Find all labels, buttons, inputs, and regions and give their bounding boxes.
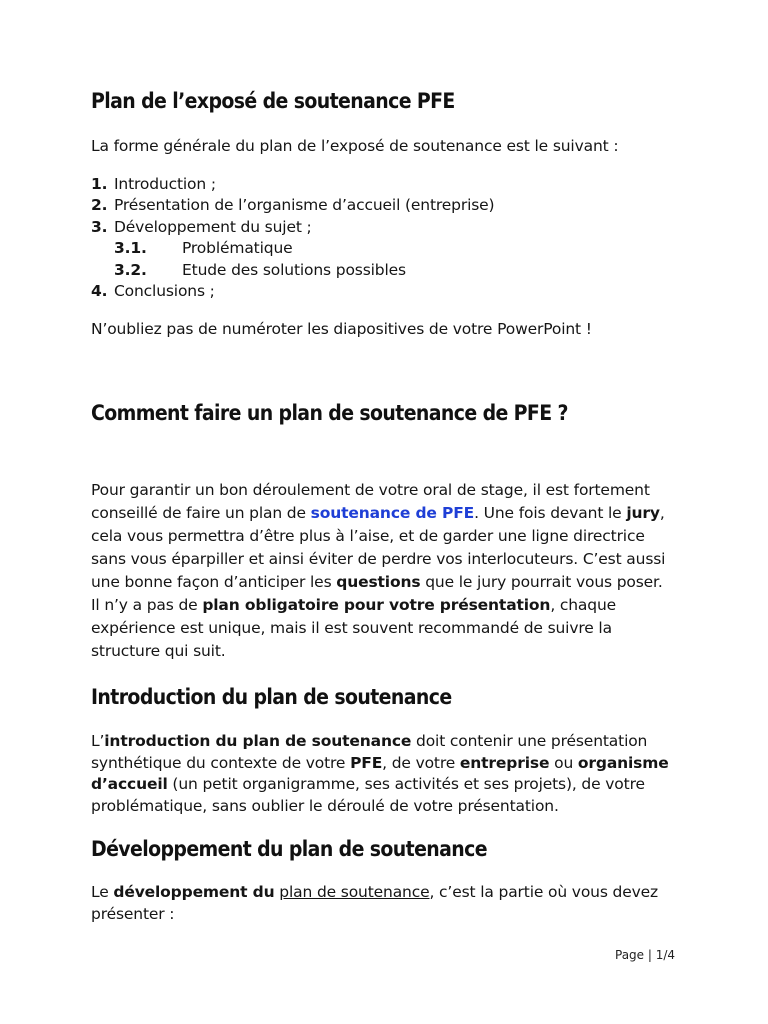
list-item	[91, 238, 494, 259]
plan-soutenance-link[interactable]: plan de soutenance	[279, 883, 430, 901]
section-title-plan-expose: Plan de l’exposé de soutenance PFE	[91, 89, 455, 113]
list-item-number: 2.	[91, 196, 108, 215]
text-line: Il n’y a pas de plan obligatoire pour votre présentation, chaque	[91, 596, 617, 614]
text-line: présenter :	[91, 904, 175, 923]
page-number-footer: Page | 1/4	[615, 948, 676, 962]
text-line: sans vous éparpiller et ainsi éviter de perdre vos interlocuteurs. C’est aussi	[91, 550, 666, 568]
paragraph-introduction	[91, 731, 681, 817]
list-item-label: Présentation de l’organisme d’accueil (entreprise)	[114, 196, 495, 215]
text-line: une bonne façon d’anticiper les questions que le jury pourrait vous poser.	[91, 573, 663, 591]
list-item-number: 3.	[91, 217, 108, 236]
text-line: Le développement du plan de soutenance, c’est la partie où vous devez	[91, 883, 658, 901]
text-line: cela vous permettra d’être plus à l’aise, et de garder une ligne directrice	[91, 527, 645, 545]
section-title-comment-faire: Comment faire un plan de soutenance de PFE ?	[91, 401, 568, 425]
plan-intro-text: La forme générale du plan de l’exposé de soutenance est le suivant :	[91, 137, 619, 155]
section-title-introduction: Introduction du plan de soutenance	[91, 685, 452, 709]
list-item	[91, 281, 494, 302]
text-line: synthétique du contexte de votre PFE, de votre entreprise ou organisme	[91, 753, 669, 772]
text-line: expérience est unique, mais il est souvent recommandé de suivre la	[91, 619, 612, 637]
list-item-label: Introduction ;	[114, 175, 216, 193]
list-item	[91, 195, 494, 216]
list-item-number: 4.	[91, 281, 108, 300]
text-line: d’accueil (un petit organigramme, ses activités et ses projets), de votre	[91, 775, 645, 793]
paragraph-comment-faire	[91, 479, 681, 663]
section-title-developpement: Développement du plan de soutenance	[91, 837, 487, 861]
list-item	[91, 217, 494, 238]
list-item	[91, 174, 494, 195]
text-line: Pour garantir un bon déroulement de votre oral de stage, il est fortement	[91, 481, 650, 499]
text-line: L’introduction du plan de soutenance doit contenir une présentation	[91, 732, 648, 750]
plan-list	[91, 174, 494, 302]
list-item	[91, 260, 494, 281]
text-line: problématique, sans oublier le déroulé de votre présentation.	[91, 796, 559, 815]
list-item-label: Problématique	[182, 239, 293, 258]
soutenance-pfe-link[interactable]: soutenance de PFE	[310, 504, 475, 522]
paragraph-developpement	[91, 882, 681, 925]
text-line: structure qui suit.	[91, 642, 226, 660]
list-item-number: 3.2.	[114, 260, 147, 279]
list-item-label: Etude des solutions possibles	[182, 260, 406, 279]
list-item-number: 3.1.	[114, 239, 147, 258]
powerpoint-note: N’oubliez pas de numéroter les diapositives de votre PowerPoint !	[91, 320, 592, 338]
text-line: conseillé de faire un plan de soutenance de PFE. Une fois devant le jury,	[91, 504, 665, 522]
list-item-label: Conclusions ;	[114, 281, 215, 300]
list-item-label: Développement du sujet ;	[114, 217, 312, 236]
list-item-number: 1.	[91, 175, 108, 193]
